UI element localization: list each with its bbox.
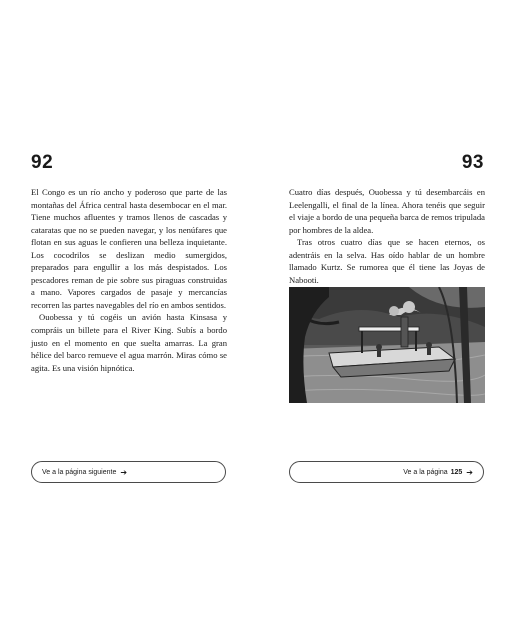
- page-number: 92: [31, 152, 54, 173]
- paragraph: Ouobessa y tú cogéis un avión hasta Kinsasa y compráis un billete para el River King. Subís a bordo justo en el momento en que suelta amarras. La gran hélice del barco remueve el agua marrón. Miras cómo se agita. Es una visión hipnótica.: [31, 312, 227, 373]
- page-number: 93: [461, 152, 484, 173]
- arrow-right-icon: ➔: [120, 467, 128, 477]
- river-boat-illustration: [289, 287, 485, 403]
- next-page-button[interactable]: [31, 461, 226, 483]
- paragraph: Cuatro días después, Ouobessa y tú desembarcáis en Leelengalli, el final de la línea. Ahora tenéis que seguir el viaje a bordo de una pequeña barca de remos tripulada por hombres de la aldea.: [289, 187, 485, 235]
- paragraph: Tras otros cuatro días que se hacen eternos, os adentráis en la selva. Has oído hablar de un hombre llamado Kurtz. Se rumorea que él tiene las Joyas de Nabooti.: [289, 237, 485, 285]
- next-page-label: Ve a la página siguiente: [42, 468, 117, 476]
- go-to-page-button[interactable]: [289, 461, 484, 483]
- target-page-number: 125: [450, 468, 463, 476]
- go-to-page-label: Ve a la página: [403, 468, 448, 476]
- page-body-text: [31, 186, 227, 374]
- paragraph: El Congo es un río ancho y poderoso que parte de las montañas del África central hasta desembocar en el mar. Tiene muchos afluentes y tramos llenos de cascadas y cataratas que no se pueden navegar, y los nenúfares que flotan en sus aguas le confieren una belleza inquietante. Los cocodrilos se deslizan medio sumergidos, preparados para engullir a los más despistados. Los pescadores reman de pie sobre sus piraguas construidas a mano. Vapores cargados de pasaje y mercancías recorren las partes navegables del río en ambos sentidos.: [31, 187, 227, 310]
- page-body-text: [289, 186, 485, 286]
- arrow-right-icon: ➔: [466, 467, 473, 477]
- right-page: [258, 0, 516, 640]
